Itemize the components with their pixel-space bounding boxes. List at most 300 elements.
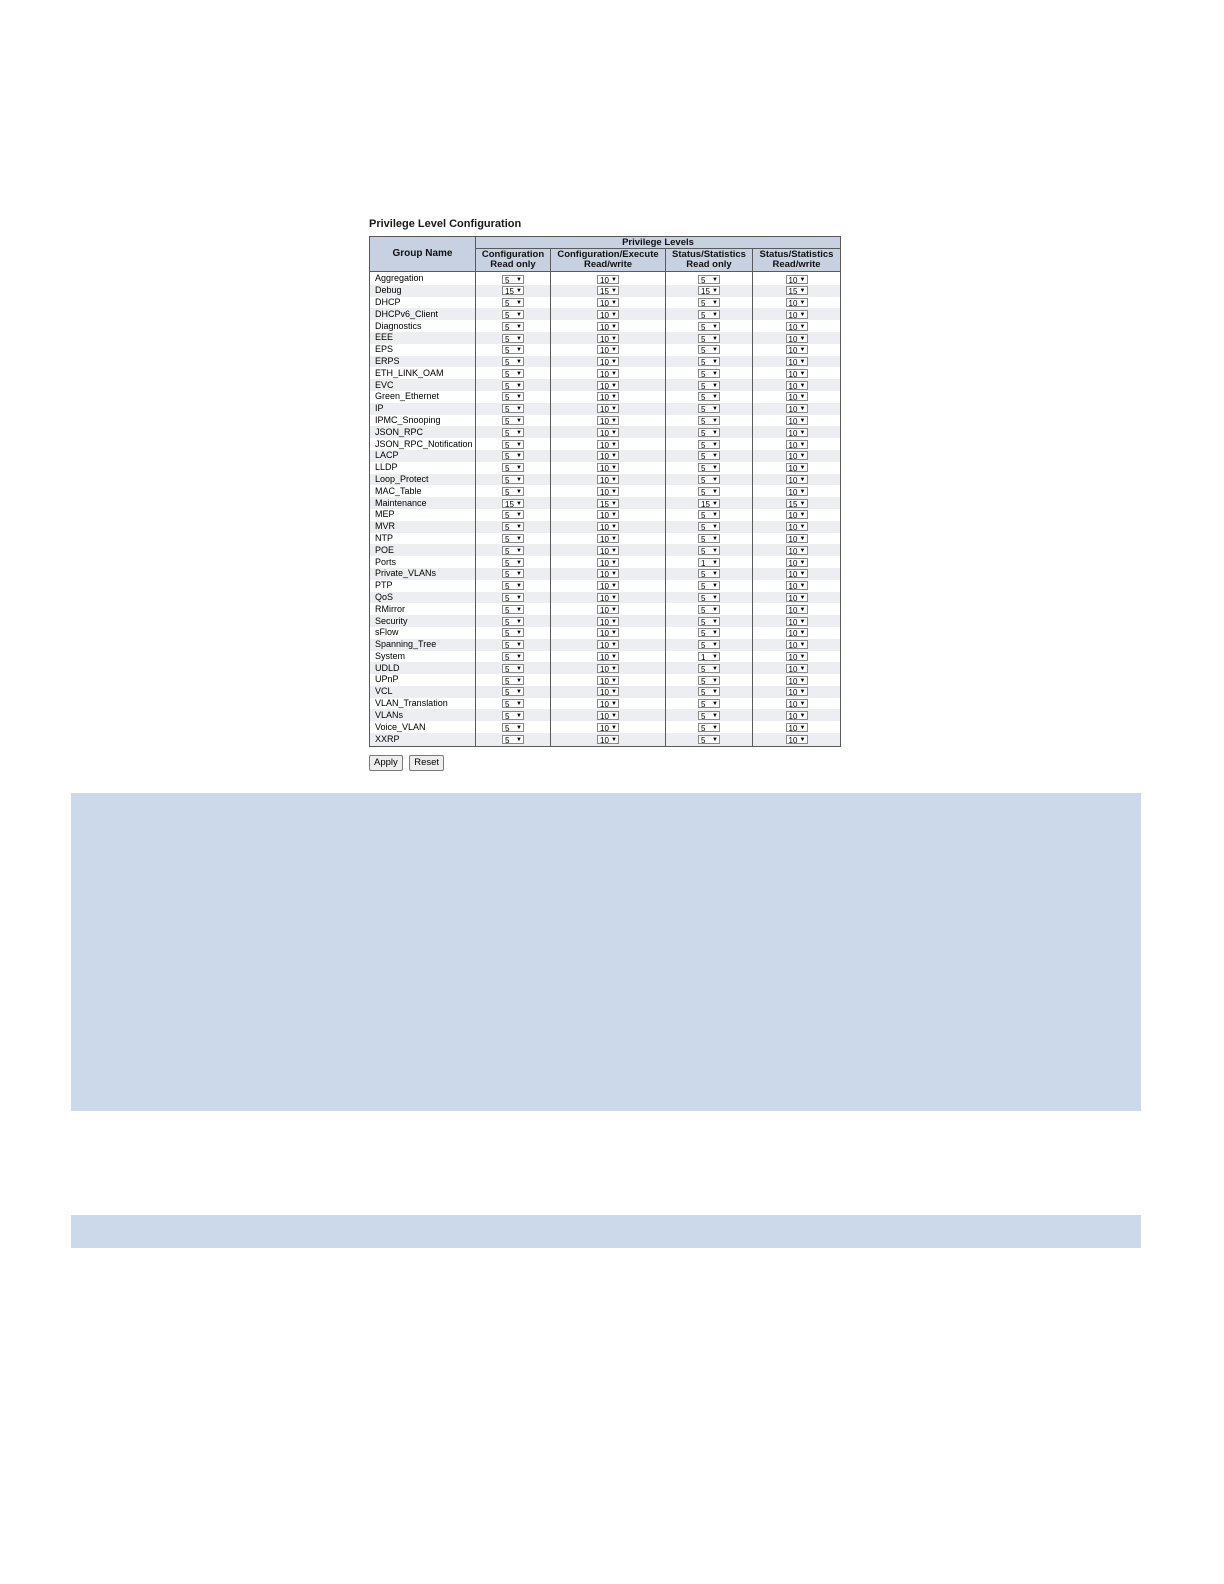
privilege-cell — [476, 603, 551, 615]
dropdown-arrow-icon: ▼ — [611, 488, 617, 495]
group-name-cell: POE — [370, 544, 476, 556]
config-read-only-select[interactable] — [502, 735, 524, 744]
status-read-write-select[interactable] — [786, 369, 808, 378]
config-read-only-select[interactable] — [502, 487, 524, 496]
status-read-write-select[interactable] — [786, 676, 808, 685]
config-read-write-select[interactable] — [597, 334, 619, 343]
status-read-only-select[interactable] — [698, 451, 720, 460]
config-read-only-select[interactable] — [502, 404, 524, 413]
dropdown-arrow-icon: ▼ — [516, 642, 522, 649]
privilege-cell — [551, 686, 666, 698]
select-value: 10 — [788, 369, 798, 379]
select-value: 15 — [701, 287, 710, 297]
config-read-write-select[interactable] — [597, 664, 619, 673]
status-read-write-select[interactable] — [786, 334, 808, 343]
config-read-write-select[interactable] — [597, 581, 619, 590]
status-read-write-select[interactable] — [786, 711, 808, 720]
dropdown-arrow-icon: ▼ — [611, 524, 617, 531]
config-read-write-select[interactable] — [597, 699, 619, 708]
status-read-write-select[interactable] — [786, 499, 808, 508]
config-read-only-select[interactable] — [502, 664, 524, 673]
select-value: 5 — [505, 629, 510, 639]
status-read-write-select[interactable] — [786, 687, 808, 696]
config-read-only-select[interactable] — [502, 275, 524, 284]
status-read-only-select[interactable] — [698, 428, 720, 437]
dropdown-arrow-icon: ▼ — [516, 335, 522, 342]
privilege-cell — [666, 698, 753, 710]
config-read-only-select[interactable] — [502, 499, 524, 508]
privilege-cell — [666, 733, 753, 747]
config-read-write-select[interactable] — [597, 676, 619, 685]
status-read-write-select[interactable] — [786, 640, 808, 649]
config-read-write-select[interactable] — [597, 357, 619, 366]
select-value: 10 — [600, 476, 609, 486]
config-read-write-select[interactable] — [597, 381, 619, 390]
status-read-write-select[interactable] — [786, 617, 808, 626]
status-read-only-select[interactable] — [698, 440, 720, 449]
status-read-only-select[interactable] — [698, 605, 720, 614]
dropdown-arrow-icon: ▼ — [516, 689, 522, 696]
column-header-line1: Status/Statistics — [759, 249, 834, 261]
config-read-only-select[interactable] — [502, 381, 524, 390]
config-read-write-select[interactable] — [597, 475, 619, 484]
select-value: 5 — [505, 535, 510, 545]
dropdown-arrow-icon: ▼ — [611, 642, 617, 649]
privilege-cell — [551, 379, 666, 391]
config-read-write-select[interactable] — [597, 593, 619, 602]
dropdown-arrow-icon: ▼ — [799, 500, 806, 507]
config-read-write-select[interactable] — [597, 546, 619, 555]
dropdown-arrow-icon: ▼ — [611, 724, 617, 731]
config-read-write-select[interactable] — [597, 711, 619, 720]
dropdown-arrow-icon: ▼ — [712, 418, 718, 425]
status-read-only-select[interactable] — [698, 640, 720, 649]
dropdown-arrow-icon: ▼ — [611, 406, 617, 413]
table-row — [370, 674, 841, 686]
status-read-write-select[interactable] — [786, 699, 808, 708]
status-read-write-select[interactable] — [786, 569, 808, 578]
status-read-only-select[interactable] — [698, 581, 720, 590]
column-header-config-ro — [476, 249, 551, 272]
config-read-write-select[interactable] — [597, 617, 619, 626]
config-read-write-select[interactable] — [597, 569, 619, 578]
status-read-write-select[interactable] — [786, 593, 808, 602]
status-read-only-select[interactable] — [698, 286, 720, 295]
table-row — [370, 651, 841, 663]
config-read-only-select[interactable] — [502, 546, 524, 555]
privilege-cell — [666, 320, 753, 332]
table-row — [370, 320, 841, 332]
status-read-only-select[interactable] — [698, 298, 720, 307]
config-read-write-select[interactable] — [597, 605, 619, 614]
config-read-write-select[interactable] — [597, 345, 619, 354]
status-read-only-select[interactable] — [698, 345, 720, 354]
privilege-cell — [476, 344, 551, 356]
dropdown-arrow-icon: ▼ — [516, 288, 522, 295]
config-read-only-select[interactable] — [502, 628, 524, 637]
group-name-cell: VCL — [370, 686, 476, 698]
config-read-only-select[interactable] — [502, 510, 524, 519]
privilege-cell — [666, 603, 753, 615]
table-row — [370, 367, 841, 379]
privilege-cell — [476, 533, 551, 545]
privilege-cell — [551, 285, 666, 297]
select-value: 5 — [701, 664, 706, 674]
config-read-only-select[interactable] — [502, 451, 524, 460]
status-read-write-select[interactable] — [786, 310, 808, 319]
status-read-only-select[interactable] — [698, 475, 720, 484]
reset-button[interactable]: Reset — [409, 755, 444, 771]
config-read-only-select[interactable] — [502, 310, 524, 319]
config-read-write-select[interactable] — [597, 510, 619, 519]
select-value: 5 — [505, 523, 510, 533]
config-read-only-select[interactable] — [502, 617, 524, 626]
dropdown-arrow-icon: ▼ — [712, 500, 718, 507]
dropdown-arrow-icon: ▼ — [799, 300, 806, 307]
dropdown-arrow-icon: ▼ — [712, 583, 718, 590]
config-read-only-select[interactable] — [502, 369, 524, 378]
config-read-only-select[interactable] — [502, 605, 524, 614]
select-value: 10 — [600, 546, 609, 556]
group-name-cell: UDLD — [370, 662, 476, 674]
privilege-cell — [476, 367, 551, 379]
status-read-only-select[interactable] — [698, 499, 720, 508]
table-row — [370, 721, 841, 733]
status-read-write-select[interactable] — [786, 522, 808, 531]
privilege-cell — [551, 297, 666, 309]
config-read-only-select[interactable] — [502, 298, 524, 307]
dropdown-arrow-icon: ▼ — [516, 406, 522, 413]
select-value: 10 — [788, 723, 798, 733]
status-read-only-select[interactable] — [698, 711, 720, 720]
status-read-only-select[interactable] — [698, 416, 720, 425]
status-read-write-select[interactable] — [786, 404, 808, 413]
select-value: 10 — [600, 523, 609, 533]
status-read-only-select[interactable] — [698, 546, 720, 555]
status-read-write-select[interactable] — [786, 605, 808, 614]
status-read-write-select[interactable] — [786, 735, 808, 744]
status-read-only-select[interactable] — [698, 392, 720, 401]
status-read-write-select[interactable] — [786, 510, 808, 519]
privilege-cell — [753, 721, 841, 733]
status-read-write-select[interactable] — [786, 475, 808, 484]
status-read-write-select[interactable] — [786, 628, 808, 637]
dropdown-arrow-icon: ▼ — [611, 300, 617, 307]
table-row — [370, 662, 841, 674]
status-read-write-select[interactable] — [786, 451, 808, 460]
status-read-write-select[interactable] — [786, 723, 808, 732]
config-read-only-select[interactable] — [502, 286, 524, 295]
status-read-write-select[interactable] — [786, 392, 808, 401]
config-read-write-select[interactable] — [597, 652, 619, 661]
status-read-only-select[interactable] — [698, 357, 720, 366]
group-name-cell: IPMC_Snooping — [370, 415, 476, 427]
select-value: 5 — [701, 700, 706, 710]
config-read-write-select[interactable] — [597, 310, 619, 319]
status-read-write-select[interactable] — [786, 664, 808, 673]
dropdown-arrow-icon: ▼ — [516, 512, 522, 519]
privilege-cell — [753, 438, 841, 450]
status-read-only-select[interactable] — [698, 534, 720, 543]
dropdown-arrow-icon: ▼ — [712, 323, 718, 330]
privilege-cell — [666, 615, 753, 627]
config-read-write-select[interactable] — [597, 723, 619, 732]
privilege-cell — [476, 332, 551, 344]
status-read-write-select[interactable] — [786, 546, 808, 555]
privilege-cell — [551, 485, 666, 497]
dropdown-arrow-icon: ▼ — [611, 465, 617, 472]
status-read-write-select[interactable] — [786, 440, 808, 449]
status-read-write-select[interactable] — [786, 381, 808, 390]
apply-button[interactable]: Apply — [369, 755, 403, 771]
status-read-only-select[interactable] — [698, 699, 720, 708]
status-read-only-select[interactable] — [698, 676, 720, 685]
select-value: 10 — [788, 346, 798, 356]
select-value: 5 — [505, 487, 510, 497]
dropdown-arrow-icon: ▼ — [799, 701, 806, 708]
select-value: 5 — [505, 594, 510, 604]
select-value: 5 — [701, 582, 706, 592]
table-row — [370, 485, 841, 497]
select-value: 10 — [600, 688, 609, 698]
privilege-cell — [753, 733, 841, 747]
dropdown-arrow-icon: ▼ — [712, 642, 718, 649]
privilege-cell — [476, 556, 551, 568]
privilege-cell — [476, 674, 551, 686]
config-read-only-select[interactable] — [502, 416, 524, 425]
privilege-cell — [551, 533, 666, 545]
privilege-cell — [551, 344, 666, 356]
dropdown-arrow-icon: ▼ — [799, 465, 806, 472]
status-read-write-select[interactable] — [786, 357, 808, 366]
config-read-write-select[interactable] — [597, 463, 619, 472]
dropdown-arrow-icon: ▼ — [516, 465, 522, 472]
status-read-only-select[interactable] — [698, 569, 720, 578]
select-value: 5 — [505, 582, 510, 592]
group-name-cell: Diagnostics — [370, 320, 476, 332]
dropdown-arrow-icon: ▼ — [516, 701, 522, 708]
config-read-write-select[interactable] — [597, 369, 619, 378]
select-value: 5 — [701, 358, 706, 368]
privilege-cell — [666, 485, 753, 497]
status-read-write-select[interactable] — [786, 298, 808, 307]
status-read-only-select[interactable] — [698, 369, 720, 378]
config-read-only-select[interactable] — [502, 334, 524, 343]
status-read-only-select[interactable] — [698, 735, 720, 744]
dropdown-arrow-icon: ▼ — [611, 370, 617, 377]
config-read-only-select[interactable] — [502, 711, 524, 720]
privilege-cell — [666, 308, 753, 320]
config-read-write-select[interactable] — [597, 534, 619, 543]
status-read-only-select[interactable] — [698, 310, 720, 319]
config-read-only-select[interactable] — [502, 687, 524, 696]
table-row — [370, 297, 841, 309]
group-name-cell: Green_Ethernet — [370, 391, 476, 403]
dropdown-arrow-icon: ▼ — [712, 618, 718, 625]
select-value: 5 — [701, 641, 706, 651]
config-read-only-select[interactable] — [502, 723, 524, 732]
group-name-cell: EEE — [370, 332, 476, 344]
group-name-cell: Aggregation — [370, 272, 476, 285]
dropdown-arrow-icon: ▼ — [712, 488, 718, 495]
group-name-cell: EPS — [370, 344, 476, 356]
config-read-only-select[interactable] — [502, 322, 524, 331]
status-read-write-select[interactable] — [786, 322, 808, 331]
status-read-only-select[interactable] — [698, 487, 720, 496]
select-value: 15 — [600, 499, 609, 509]
dropdown-arrow-icon: ▼ — [611, 359, 617, 366]
select-value: 15 — [505, 499, 514, 509]
status-read-only-select[interactable] — [698, 404, 720, 413]
config-read-only-select[interactable] — [502, 676, 524, 685]
dropdown-arrow-icon: ▼ — [516, 524, 522, 531]
status-read-only-select[interactable] — [698, 510, 720, 519]
dropdown-arrow-icon: ▼ — [799, 311, 806, 318]
config-read-only-select[interactable] — [502, 357, 524, 366]
dropdown-arrow-icon: ▼ — [516, 323, 522, 330]
config-read-only-select[interactable] — [502, 699, 524, 708]
privilege-levels-header: Privilege Levels — [476, 237, 841, 249]
config-read-write-select[interactable] — [597, 628, 619, 637]
config-read-write-select[interactable] — [597, 487, 619, 496]
status-read-write-select[interactable] — [786, 463, 808, 472]
config-read-write-select[interactable] — [597, 428, 619, 437]
config-read-write-select[interactable] — [597, 322, 619, 331]
select-value: 5 — [505, 676, 510, 686]
config-read-write-select[interactable] — [597, 499, 619, 508]
config-read-write-select[interactable] — [597, 286, 619, 295]
status-read-write-select[interactable] — [786, 534, 808, 543]
select-value: 5 — [701, 629, 706, 639]
dropdown-arrow-icon: ▼ — [516, 571, 522, 578]
status-read-write-select[interactable] — [786, 652, 808, 661]
status-read-only-select[interactable] — [698, 628, 720, 637]
group-name-cell: Spanning_Tree — [370, 639, 476, 651]
privilege-cell — [666, 509, 753, 521]
config-read-write-select[interactable] — [597, 298, 619, 307]
status-read-only-select[interactable] — [698, 381, 720, 390]
dropdown-arrow-icon: ▼ — [799, 453, 806, 460]
config-read-only-select[interactable] — [502, 475, 524, 484]
config-read-only-select[interactable] — [502, 558, 524, 567]
config-read-only-select[interactable] — [502, 652, 524, 661]
dropdown-arrow-icon: ▼ — [799, 724, 806, 731]
status-read-only-select[interactable] — [698, 723, 720, 732]
select-value: 10 — [600, 417, 609, 427]
dropdown-arrow-icon: ▼ — [611, 606, 617, 613]
table-row — [370, 521, 841, 533]
config-read-write-select[interactable] — [597, 416, 619, 425]
dropdown-arrow-icon: ▼ — [799, 394, 806, 401]
status-read-only-select[interactable] — [698, 593, 720, 602]
group-name-cell: System — [370, 651, 476, 663]
config-read-only-select[interactable] — [502, 392, 524, 401]
privilege-cell — [753, 285, 841, 297]
config-read-write-select[interactable] — [597, 275, 619, 284]
config-read-write-select[interactable] — [597, 440, 619, 449]
status-read-only-select[interactable] — [698, 687, 720, 696]
config-read-only-select[interactable] — [502, 581, 524, 590]
config-read-only-select[interactable] — [502, 640, 524, 649]
status-read-only-select[interactable] — [698, 322, 720, 331]
privilege-cell — [476, 450, 551, 462]
select-value: 10 — [788, 676, 798, 686]
privilege-cell — [753, 709, 841, 721]
config-read-write-select[interactable] — [597, 558, 619, 567]
status-read-only-select[interactable] — [698, 334, 720, 343]
status-read-write-select[interactable] — [786, 558, 808, 567]
status-read-only-select[interactable] — [698, 617, 720, 626]
status-read-write-select[interactable] — [786, 286, 808, 295]
config-read-write-select[interactable] — [597, 451, 619, 460]
select-value: 10 — [788, 629, 798, 639]
dropdown-arrow-icon: ▼ — [611, 595, 617, 602]
status-read-only-select[interactable] — [698, 463, 720, 472]
privilege-cell — [476, 485, 551, 497]
status-read-only-select[interactable] — [698, 652, 720, 661]
status-read-write-select[interactable] — [786, 345, 808, 354]
config-read-write-select[interactable] — [597, 404, 619, 413]
shaded-band-small — [71, 1215, 1141, 1248]
status-read-only-select[interactable] — [698, 275, 720, 284]
dropdown-arrow-icon: ▼ — [799, 536, 806, 543]
select-value: 10 — [788, 275, 798, 285]
status-read-write-select[interactable] — [786, 275, 808, 284]
select-value: 5 — [505, 334, 510, 344]
config-read-only-select[interactable] — [502, 522, 524, 531]
dropdown-arrow-icon: ▼ — [516, 547, 522, 554]
config-read-only-select[interactable] — [502, 593, 524, 602]
select-value: 10 — [600, 582, 609, 592]
config-read-only-select[interactable] — [502, 440, 524, 449]
select-value: 10 — [600, 322, 609, 332]
group-name-cell: Maintenance — [370, 497, 476, 509]
privilege-cell — [666, 639, 753, 651]
select-value: 5 — [505, 736, 510, 746]
config-read-write-select[interactable] — [597, 522, 619, 531]
config-read-only-select[interactable] — [502, 345, 524, 354]
table-row — [370, 379, 841, 391]
select-value: 15 — [788, 287, 798, 297]
group-name-cell: VLAN_Translation — [370, 698, 476, 710]
config-read-write-select[interactable] — [597, 735, 619, 744]
status-read-write-select[interactable] — [786, 416, 808, 425]
dropdown-arrow-icon: ▼ — [799, 418, 806, 425]
status-read-write-select[interactable] — [786, 487, 808, 496]
status-read-write-select[interactable] — [786, 428, 808, 437]
select-value: 10 — [788, 417, 798, 427]
config-read-only-select[interactable] — [502, 569, 524, 578]
config-read-only-select[interactable] — [502, 463, 524, 472]
status-read-only-select[interactable] — [698, 558, 720, 567]
config-read-write-select[interactable] — [597, 640, 619, 649]
privilege-cell — [551, 627, 666, 639]
privilege-cell — [551, 698, 666, 710]
config-read-only-select[interactable] — [502, 428, 524, 437]
select-value: 10 — [788, 535, 798, 545]
config-read-write-select[interactable] — [597, 392, 619, 401]
privilege-cell — [666, 344, 753, 356]
config-read-only-select[interactable] — [502, 534, 524, 543]
status-read-only-select[interactable] — [698, 664, 720, 673]
status-read-only-select[interactable] — [698, 522, 720, 531]
table-row — [370, 356, 841, 368]
config-read-write-select[interactable] — [597, 687, 619, 696]
privilege-cell — [666, 709, 753, 721]
dropdown-arrow-icon: ▼ — [516, 737, 522, 744]
dropdown-arrow-icon: ▼ — [611, 500, 617, 507]
status-read-write-select[interactable] — [786, 581, 808, 590]
